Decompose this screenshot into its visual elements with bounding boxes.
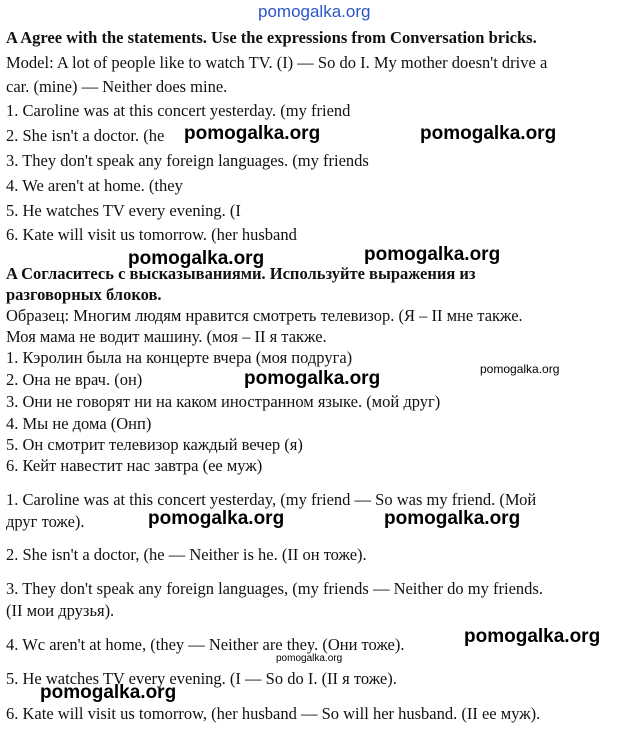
watermark: pomogalka.org <box>364 244 501 265</box>
exercise-en-model-line1: Model: A lot of people like to watch TV. (I) — So do I. My mother doesn't drive a <box>6 53 548 72</box>
watermark: pomogalka.org <box>244 368 381 389</box>
exercise-ru-heading-line2: разговорных блоков. <box>6 285 162 304</box>
exercise-ru-model-line1: Образец: Многим людям нравится смотреть телевизор. (Я – II мне также. <box>6 306 523 325</box>
answer-2: 2. She isn't a doctor, (he — Neither is he. (II он тоже). <box>6 545 367 564</box>
watermark: pomogalka.org <box>464 626 601 647</box>
watermark: pomogalka.org <box>420 123 557 144</box>
exercise-en-item: 4. We aren't at home. (they <box>6 176 183 195</box>
exercise-ru-item: 2. Она не врач. (он) <box>6 370 143 389</box>
exercise-ru-item: 5. Он смотрит телевизор каждый вечер (я) <box>6 435 303 454</box>
site-header[interactable]: pomogalka.org <box>258 2 371 21</box>
watermark: pomogalka.org <box>276 653 343 664</box>
watermark: pomogalka.org <box>148 508 285 529</box>
answer-5: 5. He watches TV every evening. (I — So do I. (II я тоже). <box>6 669 397 688</box>
watermark: pomogalka.org <box>384 508 521 529</box>
answer-6: 6. Kate will visit us tomorrow, (her husband — So will her husband. (II ее муж). <box>6 704 541 723</box>
watermark: pomogalka.org <box>40 682 177 703</box>
answer-4: 4. Wc aren't at home, (they — Neither are they. (Они тоже). <box>6 635 405 654</box>
exercise-en-item: 3. They don't speak any foreign languages. (my friends <box>6 151 369 170</box>
answer-3-line1: 3. They don't speak any foreign languages, (my friends — Neither do my friends. <box>6 579 543 598</box>
watermark: pomogalka.org <box>480 362 560 376</box>
exercise-ru-item: 1. Кэролин была на концерте вчера (моя подруга) <box>6 348 353 367</box>
answer-3-line2: (II мои друзья). <box>6 601 115 620</box>
exercise-en-item: 6. Kate will visit us tomorrow. (her husband <box>6 225 297 244</box>
exercise-en-item: 1. Caroline was at this concert yesterday. (my friend <box>6 101 351 120</box>
exercise-ru-item: 6. Кейт навестит нас завтра (ее муж) <box>6 456 263 475</box>
answer-1-line1: 1. Caroline was at this concert yesterday, (my friend — So was my friend. (Мой <box>6 490 537 509</box>
exercise-ru-model-line2: Моя мама не водит машину. (моя – II я также. <box>6 327 327 346</box>
exercise-en-heading: A Agree with the statements. Use the expressions from Conversation bricks. <box>6 28 537 47</box>
exercise-en-model-line2: car. (mine) — Neither does mine. <box>6 77 228 96</box>
watermark: pomogalka.org <box>128 248 265 269</box>
exercise-en-item: 2. She isn't a doctor. (he <box>6 126 165 145</box>
exercise-ru-item: 4. Мы не дома (Онп) <box>6 414 152 433</box>
exercise-ru-item: 3. Они не говорят ни на каком иностранном языке. (мой друг) <box>6 392 441 411</box>
exercise-ru-heading-line1: A Согласитесь с высказываниями. Используйте выражения из <box>6 264 476 283</box>
exercise-en-item: 5. He watches TV every evening. (I <box>6 201 241 220</box>
watermark: pomogalka.org <box>184 123 321 144</box>
answer-1-line2: друг тоже). <box>6 512 85 531</box>
